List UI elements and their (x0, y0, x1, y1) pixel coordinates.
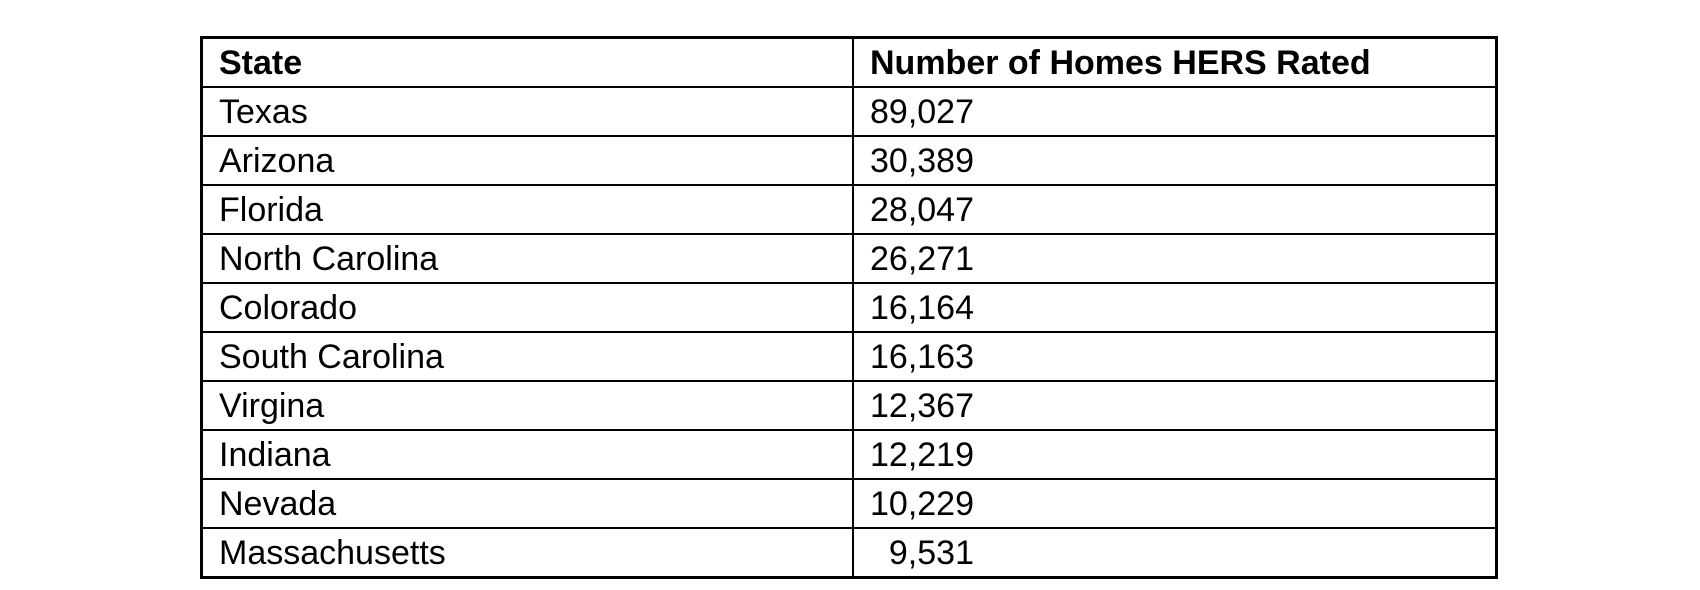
state-cell: Arizona (202, 136, 854, 185)
table-row (202, 87, 1497, 136)
table-row (202, 430, 1497, 479)
state-cell: Texas (202, 87, 854, 136)
state-cell: South Carolina (202, 332, 854, 381)
homes-rated-cell: 10,229 (853, 479, 1497, 528)
state-cell: Massachusetts (202, 528, 854, 578)
table-row (202, 136, 1497, 185)
homes-rated-cell: 16,164 (853, 283, 1497, 332)
hers-rated-homes-table (200, 36, 1498, 579)
table-row (202, 185, 1497, 234)
state-cell: Nevada (202, 479, 854, 528)
state-cell: Florida (202, 185, 854, 234)
state-cell: North Carolina (202, 234, 854, 283)
table-row (202, 479, 1497, 528)
homes-rated-cell: 16,163 (853, 332, 1497, 381)
homes-rated-cell: 26,271 (853, 234, 1497, 283)
table-row (202, 528, 1497, 578)
header-state: State (202, 38, 854, 88)
table-header-row (202, 38, 1497, 88)
table-row (202, 332, 1497, 381)
homes-rated-cell: 89,027 (853, 87, 1497, 136)
state-cell: Colorado (202, 283, 854, 332)
homes-rated-cell: 9,531 (853, 528, 1497, 578)
state-cell: Virgina (202, 381, 854, 430)
table-row (202, 234, 1497, 283)
table-row (202, 283, 1497, 332)
homes-rated-cell: 30,389 (853, 136, 1497, 185)
homes-rated-cell: 28,047 (853, 185, 1497, 234)
table-row (202, 381, 1497, 430)
state-cell: Indiana (202, 430, 854, 479)
header-homes-rated: Number of Homes HERS Rated (853, 38, 1497, 88)
homes-rated-cell: 12,219 (853, 430, 1497, 479)
homes-rated-cell: 12,367 (853, 381, 1497, 430)
